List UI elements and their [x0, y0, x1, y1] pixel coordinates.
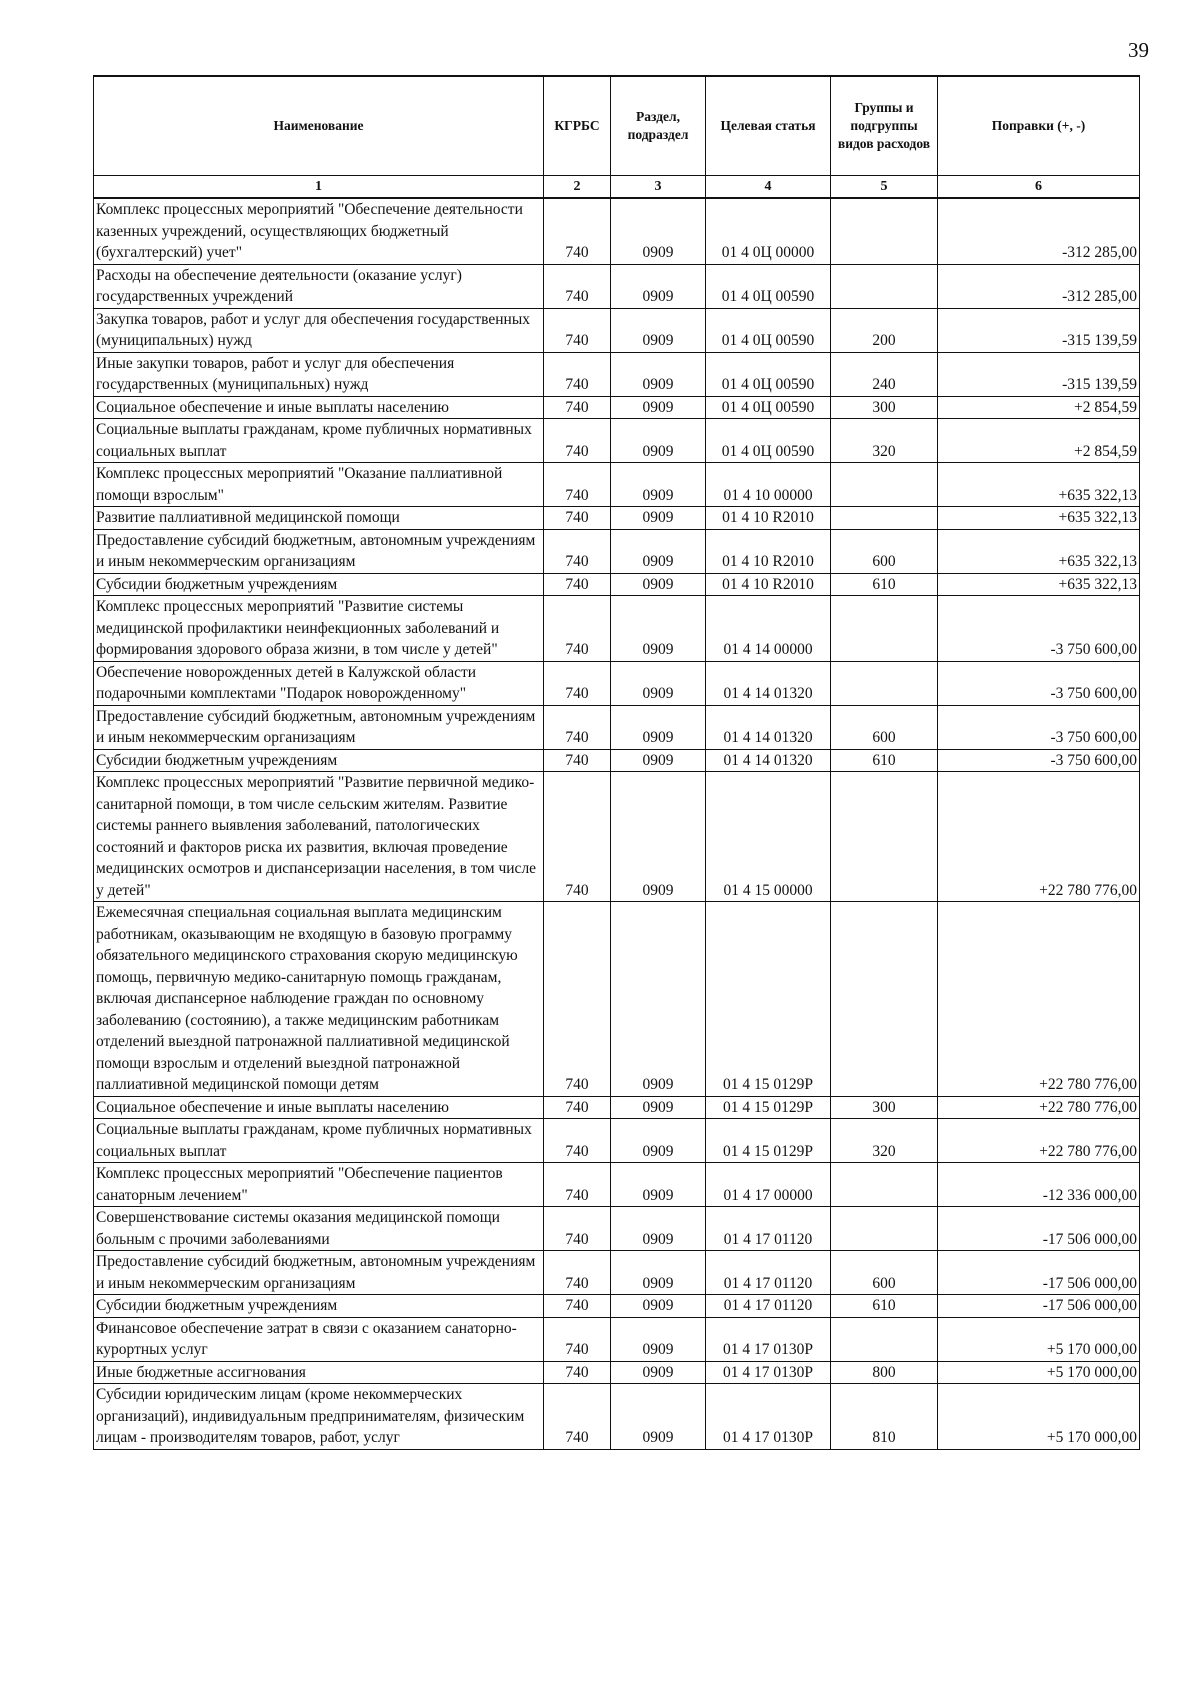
row-target: 01 4 15 0129P: [706, 1119, 831, 1163]
row-name: Развитие паллиативной медицинской помощи: [94, 507, 544, 530]
table-body: [94, 198, 1140, 1449]
row-amount: -17 506 000,00: [938, 1251, 1140, 1295]
row-target: 01 4 17 0130P: [706, 1361, 831, 1384]
row-section: 0909: [611, 1384, 706, 1450]
row-amount: -312 285,00: [938, 198, 1140, 264]
row-name: Иные бюджетные ассигнования: [94, 1361, 544, 1384]
row-group: 320: [831, 419, 938, 463]
row-amount: -315 139,59: [938, 308, 1140, 352]
row-name: Комплекс процессных мероприятий "Оказание паллиативной помощи взрослым": [94, 463, 544, 507]
row-kgrbs: 740: [544, 198, 611, 264]
row-amount: -17 506 000,00: [938, 1207, 1140, 1251]
row-name: Ежемесячная специальная социальная выплата медицинским работникам, оказывающим не входящую в базовую программу обязательного медицинского страхования скорую медицинскую помощь, первичную медико-санитарную помощь гражданам, включая диспансерное наблюдение граждан по основному заболеванию (состоянию), а также медицинским работникам отделений выездной патронажной паллиативной медицинской помощи взрослым и отделений выездной патронажной паллиативной медицинской помощи детям: [94, 902, 544, 1097]
table-row: [94, 772, 1140, 902]
row-name: Предоставление субсидий бюджетным, автономным учреждениям и иным некоммерческим организациям: [94, 705, 544, 749]
row-name: Социальное обеспечение и иные выплаты населению: [94, 396, 544, 419]
row-target: 01 4 0Ц 00590: [706, 352, 831, 396]
row-section: 0909: [611, 507, 706, 530]
row-group: [831, 463, 938, 507]
row-section: 0909: [611, 198, 706, 264]
row-name: Социальные выплаты гражданам, кроме публичных нормативных социальных выплат: [94, 1119, 544, 1163]
row-target: 01 4 0Ц 00590: [706, 308, 831, 352]
column-number: 4: [706, 176, 831, 199]
header-section: Раздел, подраздел: [611, 76, 706, 176]
column-number-row: [94, 176, 1140, 199]
row-target: 01 4 17 00000: [706, 1163, 831, 1207]
row-target: 01 4 15 0129P: [706, 1096, 831, 1119]
row-target: 01 4 10 00000: [706, 463, 831, 507]
row-target: 01 4 10 R2010: [706, 573, 831, 596]
row-target: 01 4 15 0129P: [706, 902, 831, 1097]
row-kgrbs: 740: [544, 705, 611, 749]
row-kgrbs: 740: [544, 596, 611, 662]
row-section: 0909: [611, 1119, 706, 1163]
row-kgrbs: 740: [544, 1295, 611, 1318]
row-kgrbs: 740: [544, 529, 611, 573]
table-row: [94, 1119, 1140, 1163]
header-target: Целевая статья: [706, 76, 831, 176]
row-kgrbs: 740: [544, 1119, 611, 1163]
row-section: 0909: [611, 902, 706, 1097]
row-group: 600: [831, 529, 938, 573]
row-group: [831, 902, 938, 1097]
row-section: 0909: [611, 772, 706, 902]
row-section: 0909: [611, 352, 706, 396]
column-number: 6: [938, 176, 1140, 199]
row-amount: +22 780 776,00: [938, 902, 1140, 1097]
row-target: 01 4 14 01320: [706, 661, 831, 705]
row-target: 01 4 14 01320: [706, 749, 831, 772]
row-name: Финансовое обеспечение затрат в связи с оказанием санаторно-курортных услуг: [94, 1317, 544, 1361]
row-section: 0909: [611, 1295, 706, 1318]
row-group: 610: [831, 1295, 938, 1318]
row-section: 0909: [611, 705, 706, 749]
row-target: 01 4 17 0130P: [706, 1384, 831, 1450]
table-row: [94, 1163, 1140, 1207]
row-amount: -17 506 000,00: [938, 1295, 1140, 1318]
row-group: [831, 1207, 938, 1251]
row-group: 300: [831, 1096, 938, 1119]
table-row: [94, 264, 1140, 308]
row-group: 300: [831, 396, 938, 419]
row-group: 610: [831, 749, 938, 772]
row-target: 01 4 17 01120: [706, 1207, 831, 1251]
row-amount: -3 750 600,00: [938, 661, 1140, 705]
row-kgrbs: 740: [544, 463, 611, 507]
header-amendments: Поправки (+, -): [938, 76, 1140, 176]
row-amount: +22 780 776,00: [938, 1096, 1140, 1119]
row-group: 600: [831, 1251, 938, 1295]
row-target: 01 4 0Ц 00000: [706, 198, 831, 264]
table-row: [94, 661, 1140, 705]
row-section: 0909: [611, 529, 706, 573]
row-kgrbs: 740: [544, 573, 611, 596]
page-number: 39: [1128, 38, 1149, 62]
table-row: [94, 596, 1140, 662]
row-target: 01 4 10 R2010: [706, 507, 831, 530]
row-section: 0909: [611, 308, 706, 352]
table-row: [94, 1096, 1140, 1119]
row-section: 0909: [611, 1317, 706, 1361]
table-row: [94, 1361, 1140, 1384]
table-row: [94, 419, 1140, 463]
row-amount: +635 322,13: [938, 573, 1140, 596]
row-kgrbs: 740: [544, 396, 611, 419]
row-kgrbs: 740: [544, 1251, 611, 1295]
row-amount: -3 750 600,00: [938, 705, 1140, 749]
row-kgrbs: 740: [544, 1207, 611, 1251]
row-amount: +2 854,59: [938, 419, 1140, 463]
table-header-row: [94, 76, 1140, 176]
row-name: Обеспечение новорожденных детей в Калужской области подарочными комплектами "Подарок новорожденному": [94, 661, 544, 705]
row-name: Расходы на обеспечение деятельности (оказание услуг) государственных учреждений: [94, 264, 544, 308]
row-kgrbs: 740: [544, 1384, 611, 1450]
row-section: 0909: [611, 463, 706, 507]
row-name: Совершенствование системы оказания медицинской помощи больным с прочими заболеваниями: [94, 1207, 544, 1251]
table-row: [94, 1384, 1140, 1450]
row-kgrbs: 740: [544, 1317, 611, 1361]
row-section: 0909: [611, 264, 706, 308]
row-amount: -12 336 000,00: [938, 1163, 1140, 1207]
row-name: Иные закупки товаров, работ и услуг для обеспечения государственных (муниципальных) нужд: [94, 352, 544, 396]
table-row: [94, 1251, 1140, 1295]
row-amount: +5 170 000,00: [938, 1384, 1140, 1450]
row-name: Комплекс процессных мероприятий "Обеспечение пациентов санаторным лечением": [94, 1163, 544, 1207]
row-group: [831, 1317, 938, 1361]
row-group: [831, 772, 938, 902]
table-row: [94, 308, 1140, 352]
header-name: Наименование: [94, 76, 544, 176]
row-target: 01 4 15 00000: [706, 772, 831, 902]
table-row: [94, 1295, 1140, 1318]
row-kgrbs: 740: [544, 661, 611, 705]
row-group: 600: [831, 705, 938, 749]
row-amount: +22 780 776,00: [938, 1119, 1140, 1163]
row-kgrbs: 740: [544, 352, 611, 396]
table-row: [94, 529, 1140, 573]
row-kgrbs: 740: [544, 772, 611, 902]
row-amount: +2 854,59: [938, 396, 1140, 419]
row-amount: -3 750 600,00: [938, 749, 1140, 772]
column-number: 2: [544, 176, 611, 199]
row-name: Предоставление субсидий бюджетным, автономным учреждениям и иным некоммерческим организациям: [94, 529, 544, 573]
row-target: 01 4 17 01120: [706, 1251, 831, 1295]
row-name: Субсидии бюджетным учреждениям: [94, 749, 544, 772]
row-amount: +635 322,13: [938, 463, 1140, 507]
row-name: Субсидии юридическим лицам (кроме некоммерческих организаций), индивидуальным предпринимателям, физическим лицам - производителям товаров, работ, услуг: [94, 1384, 544, 1450]
row-section: 0909: [611, 419, 706, 463]
row-section: 0909: [611, 573, 706, 596]
row-section: 0909: [611, 749, 706, 772]
row-name: Предоставление субсидий бюджетным, автономным учреждениям и иным некоммерческим организациям: [94, 1251, 544, 1295]
row-name: Комплекс процессных мероприятий "Развитие системы медицинской профилактики неинфекционных заболеваний и формирования здорового образа жизни, в том числе у детей": [94, 596, 544, 662]
column-number: 1: [94, 176, 544, 199]
row-target: 01 4 17 0130P: [706, 1317, 831, 1361]
row-group: [831, 264, 938, 308]
table-row: [94, 396, 1140, 419]
row-name: Закупка товаров, работ и услуг для обеспечения государственных (муниципальных) нужд: [94, 308, 544, 352]
row-kgrbs: 740: [544, 419, 611, 463]
table-row: [94, 1317, 1140, 1361]
row-group: 810: [831, 1384, 938, 1450]
row-target: 01 4 14 01320: [706, 705, 831, 749]
row-group: [831, 507, 938, 530]
table-row: [94, 198, 1140, 264]
row-group: 200: [831, 308, 938, 352]
row-section: 0909: [611, 1251, 706, 1295]
table-row: [94, 573, 1140, 596]
table-row: [94, 352, 1140, 396]
row-section: 0909: [611, 1361, 706, 1384]
row-group: [831, 1163, 938, 1207]
row-amount: +635 322,13: [938, 529, 1140, 573]
table-row: [94, 749, 1140, 772]
header-groups: Группы и подгруппы видов расходов: [831, 76, 938, 176]
row-kgrbs: 740: [544, 1096, 611, 1119]
row-name: Субсидии бюджетным учреждениям: [94, 1295, 544, 1318]
row-section: 0909: [611, 1096, 706, 1119]
table-row: [94, 902, 1140, 1097]
row-amount: +22 780 776,00: [938, 772, 1140, 902]
header-kgrbs: КГРБС: [544, 76, 611, 176]
row-amount: +635 322,13: [938, 507, 1140, 530]
row-amount: -312 285,00: [938, 264, 1140, 308]
row-target: 01 4 0Ц 00590: [706, 264, 831, 308]
row-name: Комплекс процессных мероприятий "Развитие первичной медико-санитарной помощи, в том числе сельским жителям. Развитие системы раннего выявления заболеваний, патологических состояний и факторов риска их развития, включая проведение медицинских осмотров и диспансеризации населения, в том числе у детей": [94, 772, 544, 902]
row-section: 0909: [611, 596, 706, 662]
column-number: 3: [611, 176, 706, 199]
row-section: 0909: [611, 396, 706, 419]
row-amount: -315 139,59: [938, 352, 1140, 396]
row-group: 610: [831, 573, 938, 596]
row-group: [831, 596, 938, 662]
row-target: 01 4 14 00000: [706, 596, 831, 662]
row-amount: +5 170 000,00: [938, 1317, 1140, 1361]
row-group: [831, 661, 938, 705]
row-group: 320: [831, 1119, 938, 1163]
row-target: 01 4 0Ц 00590: [706, 419, 831, 463]
row-kgrbs: 740: [544, 1163, 611, 1207]
table-row: [94, 463, 1140, 507]
row-section: 0909: [611, 1163, 706, 1207]
row-section: 0909: [611, 1207, 706, 1251]
row-kgrbs: 740: [544, 507, 611, 530]
row-kgrbs: 740: [544, 902, 611, 1097]
row-name: Субсидии бюджетным учреждениям: [94, 573, 544, 596]
row-target: 01 4 0Ц 00590: [706, 396, 831, 419]
row-target: 01 4 10 R2010: [706, 529, 831, 573]
column-number: 5: [831, 176, 938, 199]
table-row: [94, 1207, 1140, 1251]
table-row: [94, 507, 1140, 530]
row-group: [831, 198, 938, 264]
row-group: 240: [831, 352, 938, 396]
row-name: Социальные выплаты гражданам, кроме публичных нормативных социальных выплат: [94, 419, 544, 463]
row-kgrbs: 740: [544, 1361, 611, 1384]
row-amount: +5 170 000,00: [938, 1361, 1140, 1384]
row-kgrbs: 740: [544, 749, 611, 772]
row-group: 800: [831, 1361, 938, 1384]
row-section: 0909: [611, 661, 706, 705]
row-name: Социальное обеспечение и иные выплаты населению: [94, 1096, 544, 1119]
budget-amendments-table: [93, 75, 1140, 1450]
row-name: Комплекс процессных мероприятий "Обеспечение деятельности казенных учреждений, осуществляющих бюджетный (бухгалтерский) учет": [94, 198, 544, 264]
row-amount: -3 750 600,00: [938, 596, 1140, 662]
table-row: [94, 705, 1140, 749]
row-kgrbs: 740: [544, 308, 611, 352]
row-kgrbs: 740: [544, 264, 611, 308]
row-target: 01 4 17 01120: [706, 1295, 831, 1318]
